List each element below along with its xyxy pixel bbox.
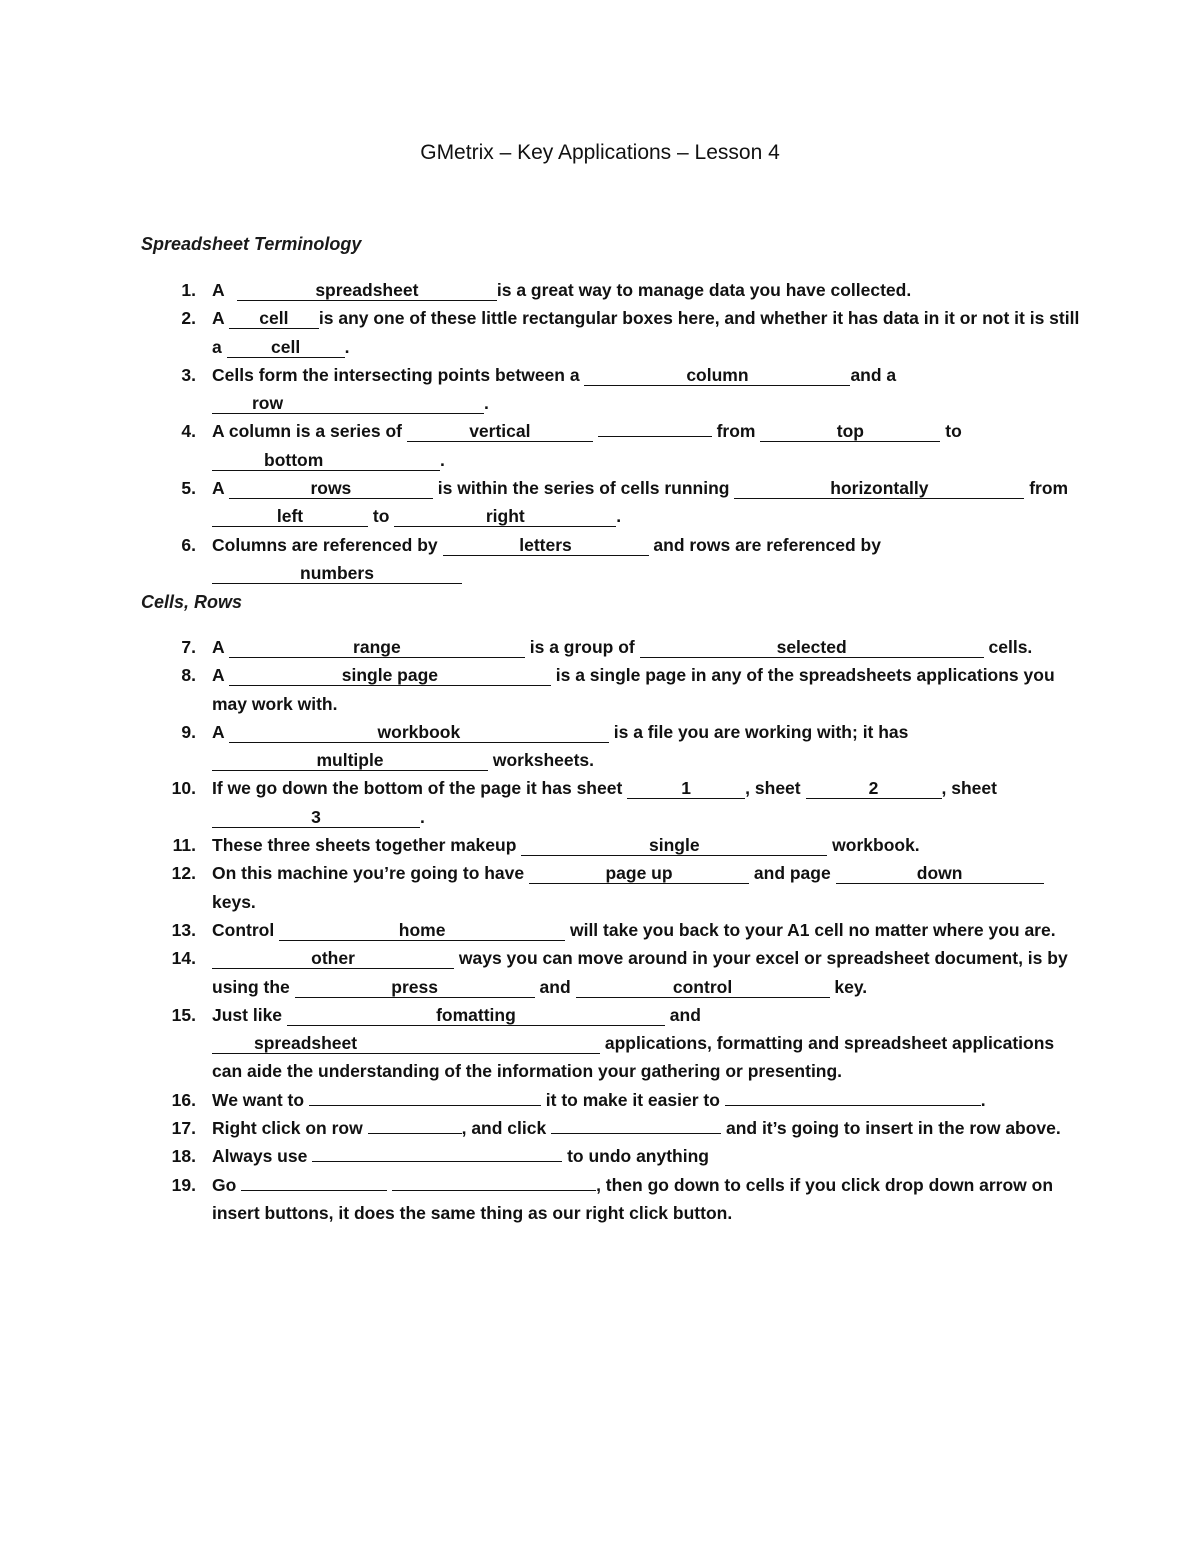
question-list-cells-rows [141, 633, 1081, 1227]
question-item [141, 417, 1081, 474]
question-text: and rows are referenced by [653, 534, 881, 555]
question-number: 14. [171, 948, 196, 969]
answer-blank: press [295, 977, 535, 998]
answer-blank: range [229, 637, 525, 658]
question-text: , sheet [941, 778, 997, 799]
answer-blank [368, 1133, 462, 1134]
section-heading-terminology: Spreadsheet Terminology [141, 234, 362, 254]
answer-blank: other [212, 948, 454, 969]
question-text: worksheets. [492, 750, 595, 771]
question-number: 1. [181, 280, 196, 300]
question-item [141, 1001, 1081, 1086]
question-number: 16. [171, 1089, 196, 1110]
answer-blank: 2 [806, 778, 942, 799]
question-text: is a single page in any of the spreadsheets applications you may work with. [212, 665, 1055, 714]
answer-blank: down [836, 863, 1044, 884]
answer-blank [551, 1133, 721, 1134]
question-item [141, 1171, 1081, 1228]
question-text: from [1029, 478, 1069, 499]
question-text: A [212, 721, 224, 742]
question-text: If we go down the bottom of the page it has sheet [212, 778, 623, 799]
question-item [141, 859, 1081, 916]
question-item [141, 1086, 1081, 1114]
question-text: These three sheets together makeup [212, 835, 517, 856]
question-text: . [344, 336, 350, 357]
question-text: ways you can move around in your excel or spreadsheet document, is by using the [212, 948, 1068, 997]
question-text: and it’s going to insert in the row above. [725, 1118, 1061, 1139]
answer-blank: cell [229, 308, 319, 329]
question-item [141, 831, 1081, 859]
question-text: keys. [212, 891, 256, 912]
answer-blank: right [394, 506, 616, 527]
answer-blank: left [212, 506, 368, 527]
question-text: workbook. [832, 835, 920, 856]
question-number: 3. [181, 364, 196, 385]
question-text: A [212, 665, 224, 686]
answer-blank: spreadsheet [237, 280, 497, 301]
question-item [141, 916, 1081, 944]
question-text: Cells form the intersecting points between a [212, 364, 580, 385]
answer-blank: bottom [212, 450, 440, 471]
question-text: Go [212, 1174, 237, 1195]
question-item [141, 944, 1081, 1001]
question-text: , and click [461, 1118, 547, 1139]
answer-blank: horizontally [734, 478, 1024, 499]
section-heading-cells-rows: Cells, Rows [141, 592, 243, 612]
question-text: . [616, 506, 622, 527]
question-text: We want to [212, 1089, 305, 1110]
question-text: . [484, 393, 489, 414]
answer-blank: row [212, 393, 484, 414]
page-title: GMetrix – Key Applications – Lesson 4 [420, 141, 780, 164]
question-item [141, 361, 1081, 418]
question-text: Right click on row [212, 1118, 363, 1139]
answer-blank [392, 1190, 596, 1191]
question-number: 5. [181, 478, 196, 499]
answer-blank [312, 1161, 562, 1162]
question-text: . [980, 1089, 986, 1110]
question-text: and [539, 976, 571, 997]
question-text: to [372, 506, 390, 527]
answer-blank [241, 1190, 387, 1191]
question-item [141, 774, 1081, 831]
question-text: from [716, 421, 756, 442]
question-number: 11. [172, 835, 196, 856]
question-text: is a file you are working with; it has [613, 721, 909, 742]
answer-blank [598, 436, 712, 437]
question-text: it to make it easier to [545, 1089, 720, 1110]
question-text: will take you back to your A1 cell no matter where you are. [569, 919, 1056, 940]
question-text: . [440, 449, 445, 470]
answer-blank: vertical [407, 421, 593, 442]
answer-blank: numbers [212, 563, 462, 584]
question-number: 19. [171, 1174, 196, 1195]
answer-blank: page up [529, 863, 749, 884]
question-text: , sheet [745, 778, 801, 799]
question-item [141, 633, 1081, 661]
question-number: 4. [181, 421, 196, 442]
question-text: Columns are referenced by [212, 534, 438, 555]
question-text: A [212, 308, 224, 329]
answer-blank: fomatting [287, 1005, 665, 1026]
question-text: to [945, 421, 962, 442]
question-number: 8. [181, 665, 196, 686]
answer-blank: letters [443, 535, 649, 556]
question-text: A [212, 478, 224, 499]
question-text: key. [834, 976, 868, 997]
question-item [141, 304, 1081, 361]
question-number: 12. [171, 863, 196, 884]
question-text: applications, formatting and spreadsheet applications can aide the understanding of the information your gathering or presenting. [212, 1033, 1055, 1082]
question-number: 7. [181, 637, 196, 657]
question-item [141, 1114, 1081, 1142]
answer-blank: 1 [627, 778, 745, 799]
answer-blank: 3 [212, 807, 420, 828]
question-text: A [212, 280, 224, 300]
question-text: and a [850, 364, 897, 385]
question-item [141, 474, 1081, 531]
question-text: cells. [988, 637, 1033, 657]
answer-blank [725, 1105, 981, 1106]
question-text: A [212, 637, 224, 657]
question-text: . [420, 806, 425, 827]
question-item [141, 661, 1081, 718]
answer-blank: top [760, 421, 940, 442]
question-text: and [669, 1004, 701, 1025]
question-item [141, 718, 1081, 775]
answer-blank: control [576, 977, 830, 998]
question-item [141, 531, 1081, 588]
answer-blank: column [584, 365, 850, 386]
question-list-terminology [141, 276, 1081, 587]
question-number: 17. [171, 1118, 196, 1139]
answer-blank: selected [640, 637, 984, 658]
question-text: is any one of these little rectangular boxes here, and whether it has data in it or not it is still a [212, 308, 1080, 357]
question-text: to undo anything [567, 1146, 709, 1167]
answer-blank: single page [229, 665, 551, 686]
question-number: 10. [171, 778, 196, 799]
answer-blank: rows [229, 478, 433, 499]
question-text: is within the series of cells running [437, 478, 730, 499]
answer-blank: single [521, 835, 827, 856]
answer-blank: cell [227, 337, 345, 358]
question-number: 2. [181, 308, 196, 329]
question-text: Always use [212, 1146, 308, 1167]
question-number: 15. [171, 1004, 196, 1025]
question-number: 13. [171, 919, 196, 940]
answer-blank: spreadsheet [212, 1033, 600, 1054]
question-text: and page [753, 863, 831, 884]
answer-blank: home [279, 920, 565, 941]
question-text: A column is a series of [212, 421, 402, 442]
question-text: is a great way to manage data you have collected. [496, 280, 912, 300]
question-number: 18. [171, 1146, 196, 1167]
answer-blank: multiple [212, 750, 488, 771]
question-text: is a group of [529, 637, 635, 657]
question-text: Just like [212, 1004, 283, 1025]
question-item [141, 276, 1081, 304]
answer-blank [309, 1105, 541, 1106]
question-text: On this machine you’re going to have [212, 863, 525, 884]
question-number: 9. [181, 721, 196, 742]
answer-blank: workbook [229, 722, 609, 743]
question-text: Control [212, 919, 275, 940]
question-text: , then go down to cells if you click drop down arrow on insert buttons, it does the same thing as our right click button. [212, 1174, 1054, 1223]
question-number: 6. [181, 534, 196, 555]
question-item [141, 1142, 1081, 1170]
